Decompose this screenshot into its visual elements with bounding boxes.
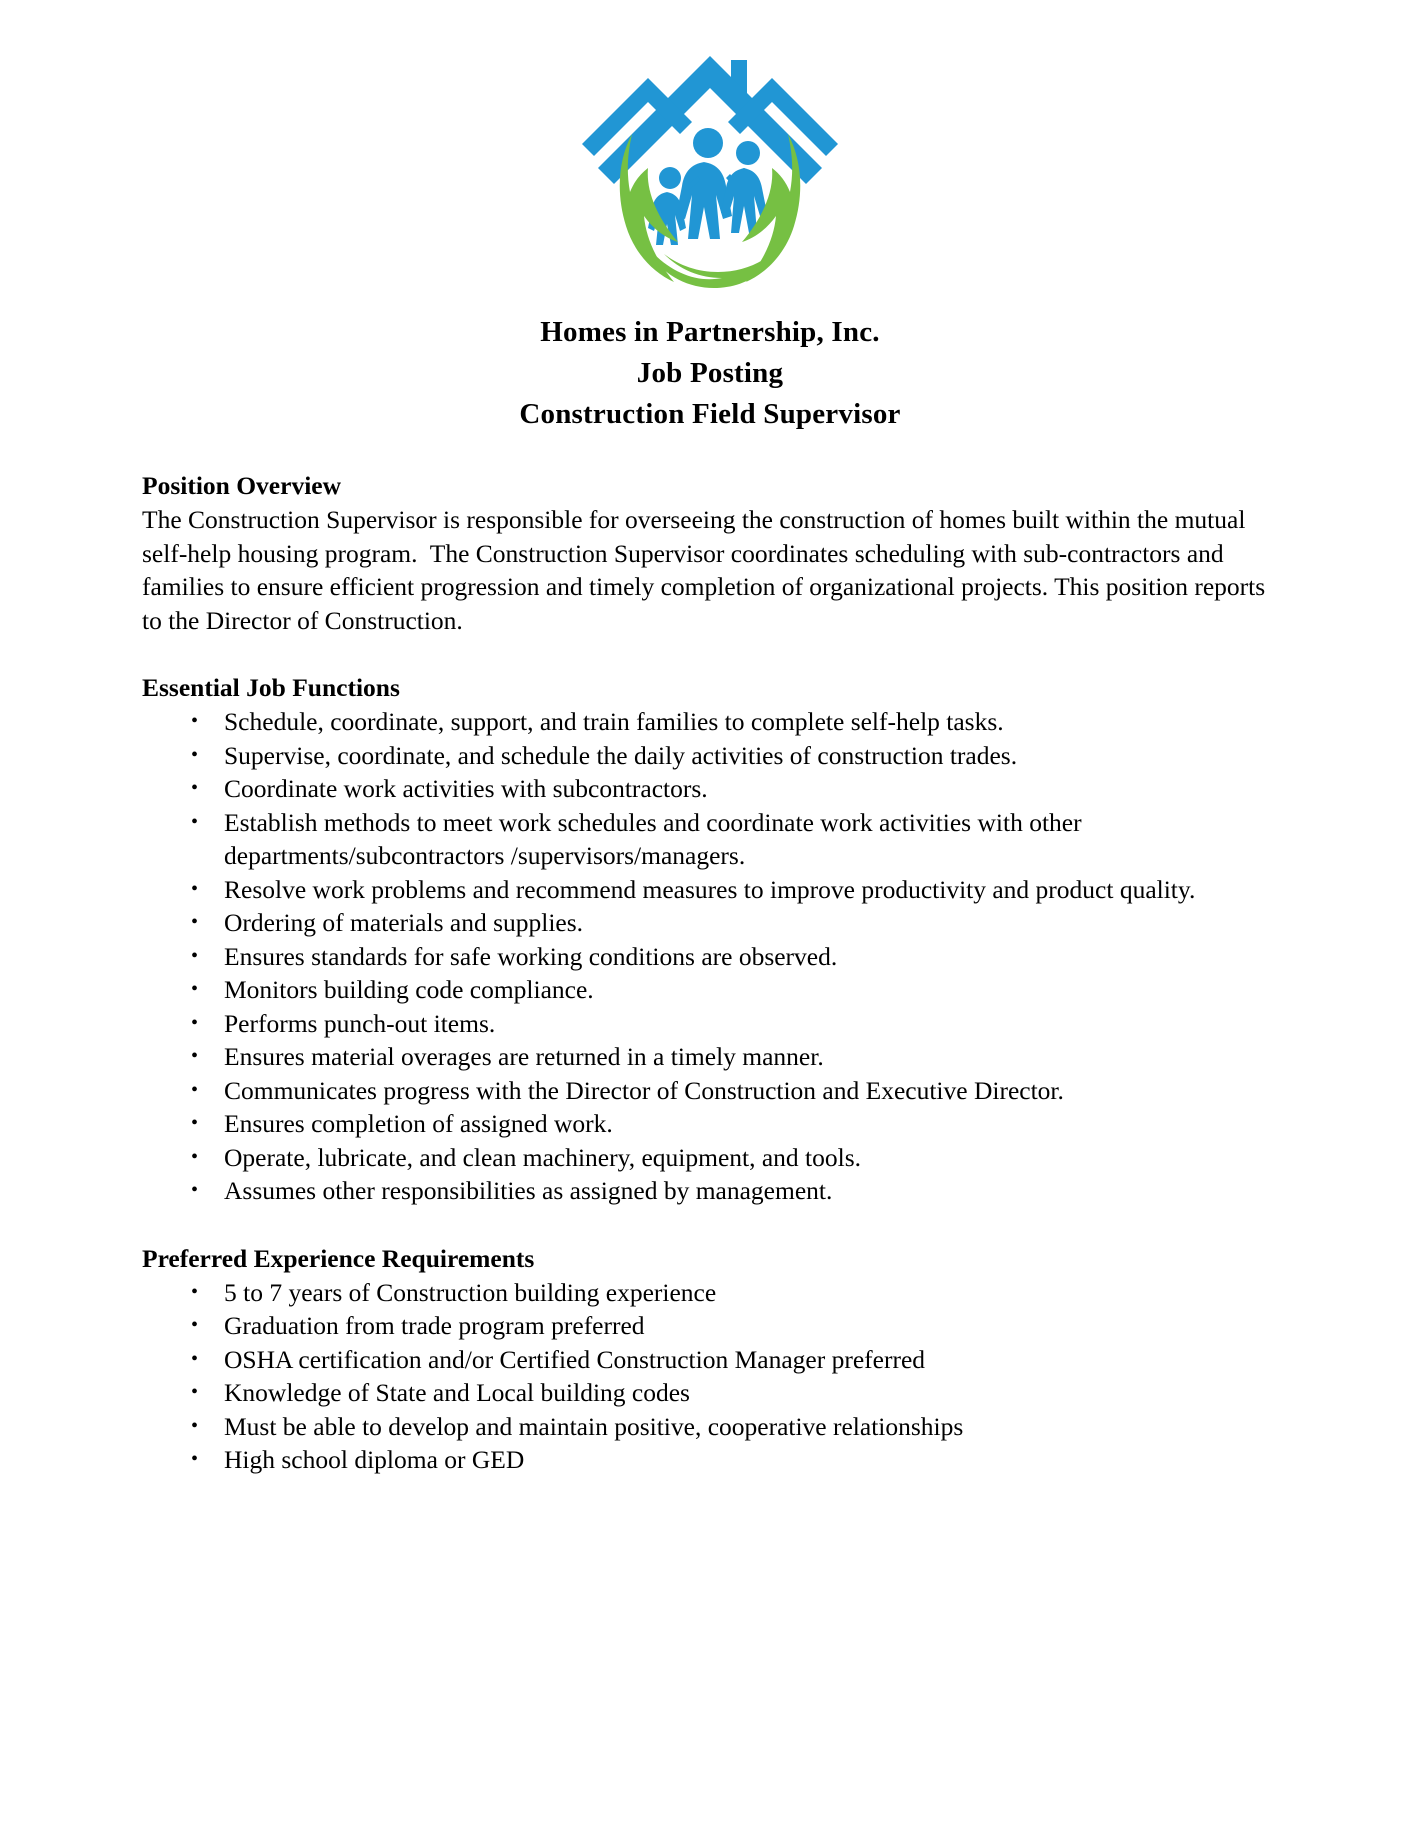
- logo-container: [0, 0, 1420, 290]
- list-item: • Coordinate work activities with subcontractors.: [142, 772, 1280, 806]
- list-item: • Ensures standards for safe working conditions are observed.: [142, 940, 1280, 974]
- document-title-block: [0, 312, 1420, 435]
- list-item: • Knowledge of State and Local building codes: [142, 1376, 1280, 1410]
- list-item: • Establish methods to meet work schedules and coordinate work activities with other departments/subcontractors /supervisors/managers.: [142, 806, 1280, 873]
- list-item: • Ensures material overages are returned in a timely manner.: [142, 1040, 1280, 1074]
- list-item: • Monitors building code compliance.: [142, 973, 1280, 1007]
- list-item: • OSHA certification and/or Certified Construction Manager preferred: [142, 1343, 1280, 1377]
- document-type: Job Posting: [636, 357, 784, 389]
- list-item: • 5 to 7 years of Construction building experience: [142, 1276, 1280, 1310]
- section-heading: Essential Job Functions: [142, 673, 400, 702]
- section-paragraph: The Construction Supervisor is responsible for overseeing the construction of homes built within the mutual self-help housing program. The Construction Supervisor coordinates scheduling with sub-contractors and families to ensure efficient progression and timely completion of organizational projects. This position reports to the Director of Construction.: [142, 505, 1272, 635]
- list-item: • Must be able to develop and maintain positive, cooperative relationships: [142, 1410, 1280, 1444]
- section-preferred-experience-requirements: [142, 1242, 1280, 1477]
- list-item: • Performs punch-out items.: [142, 1007, 1280, 1041]
- section-heading: Preferred Experience Requirements: [142, 1243, 535, 1273]
- org-name: Homes in Partnership, Inc.: [540, 316, 880, 348]
- list-item: • Resolve work problems and recommend measures to improve productivity and product quality.: [142, 873, 1280, 907]
- section-essential-job-functions: [142, 671, 1280, 1208]
- document-body: [0, 469, 1420, 1477]
- section-position-overview: [142, 469, 1280, 637]
- list-item: • Assumes other responsibilities as assigned by management.: [142, 1174, 1280, 1208]
- list-item: • High school diploma or GED: [142, 1443, 1280, 1477]
- list-item: • Supervise, coordinate, and schedule the daily activities of construction trades.: [142, 739, 1280, 773]
- list-item: • Graduation from trade program preferred: [142, 1309, 1280, 1343]
- job-title: Construction Field Supervisor: [519, 398, 901, 430]
- essential-job-functions-list: [142, 705, 1280, 1208]
- list-item: • Schedule, coordinate, support, and train families to complete self-help tasks.: [142, 705, 1280, 739]
- list-item: • Communicates progress with the Director of Construction and Executive Director.: [142, 1074, 1280, 1108]
- list-item: • Operate, lubricate, and clean machinery, equipment, and tools.: [142, 1141, 1280, 1175]
- homes-in-partnership-logo-icon: [560, 38, 860, 290]
- preferred-experience-list: [142, 1276, 1280, 1477]
- section-heading: Position Overview: [142, 471, 342, 500]
- list-item: • Ordering of materials and supplies.: [142, 906, 1280, 940]
- list-item: • Ensures completion of assigned work.: [142, 1107, 1280, 1141]
